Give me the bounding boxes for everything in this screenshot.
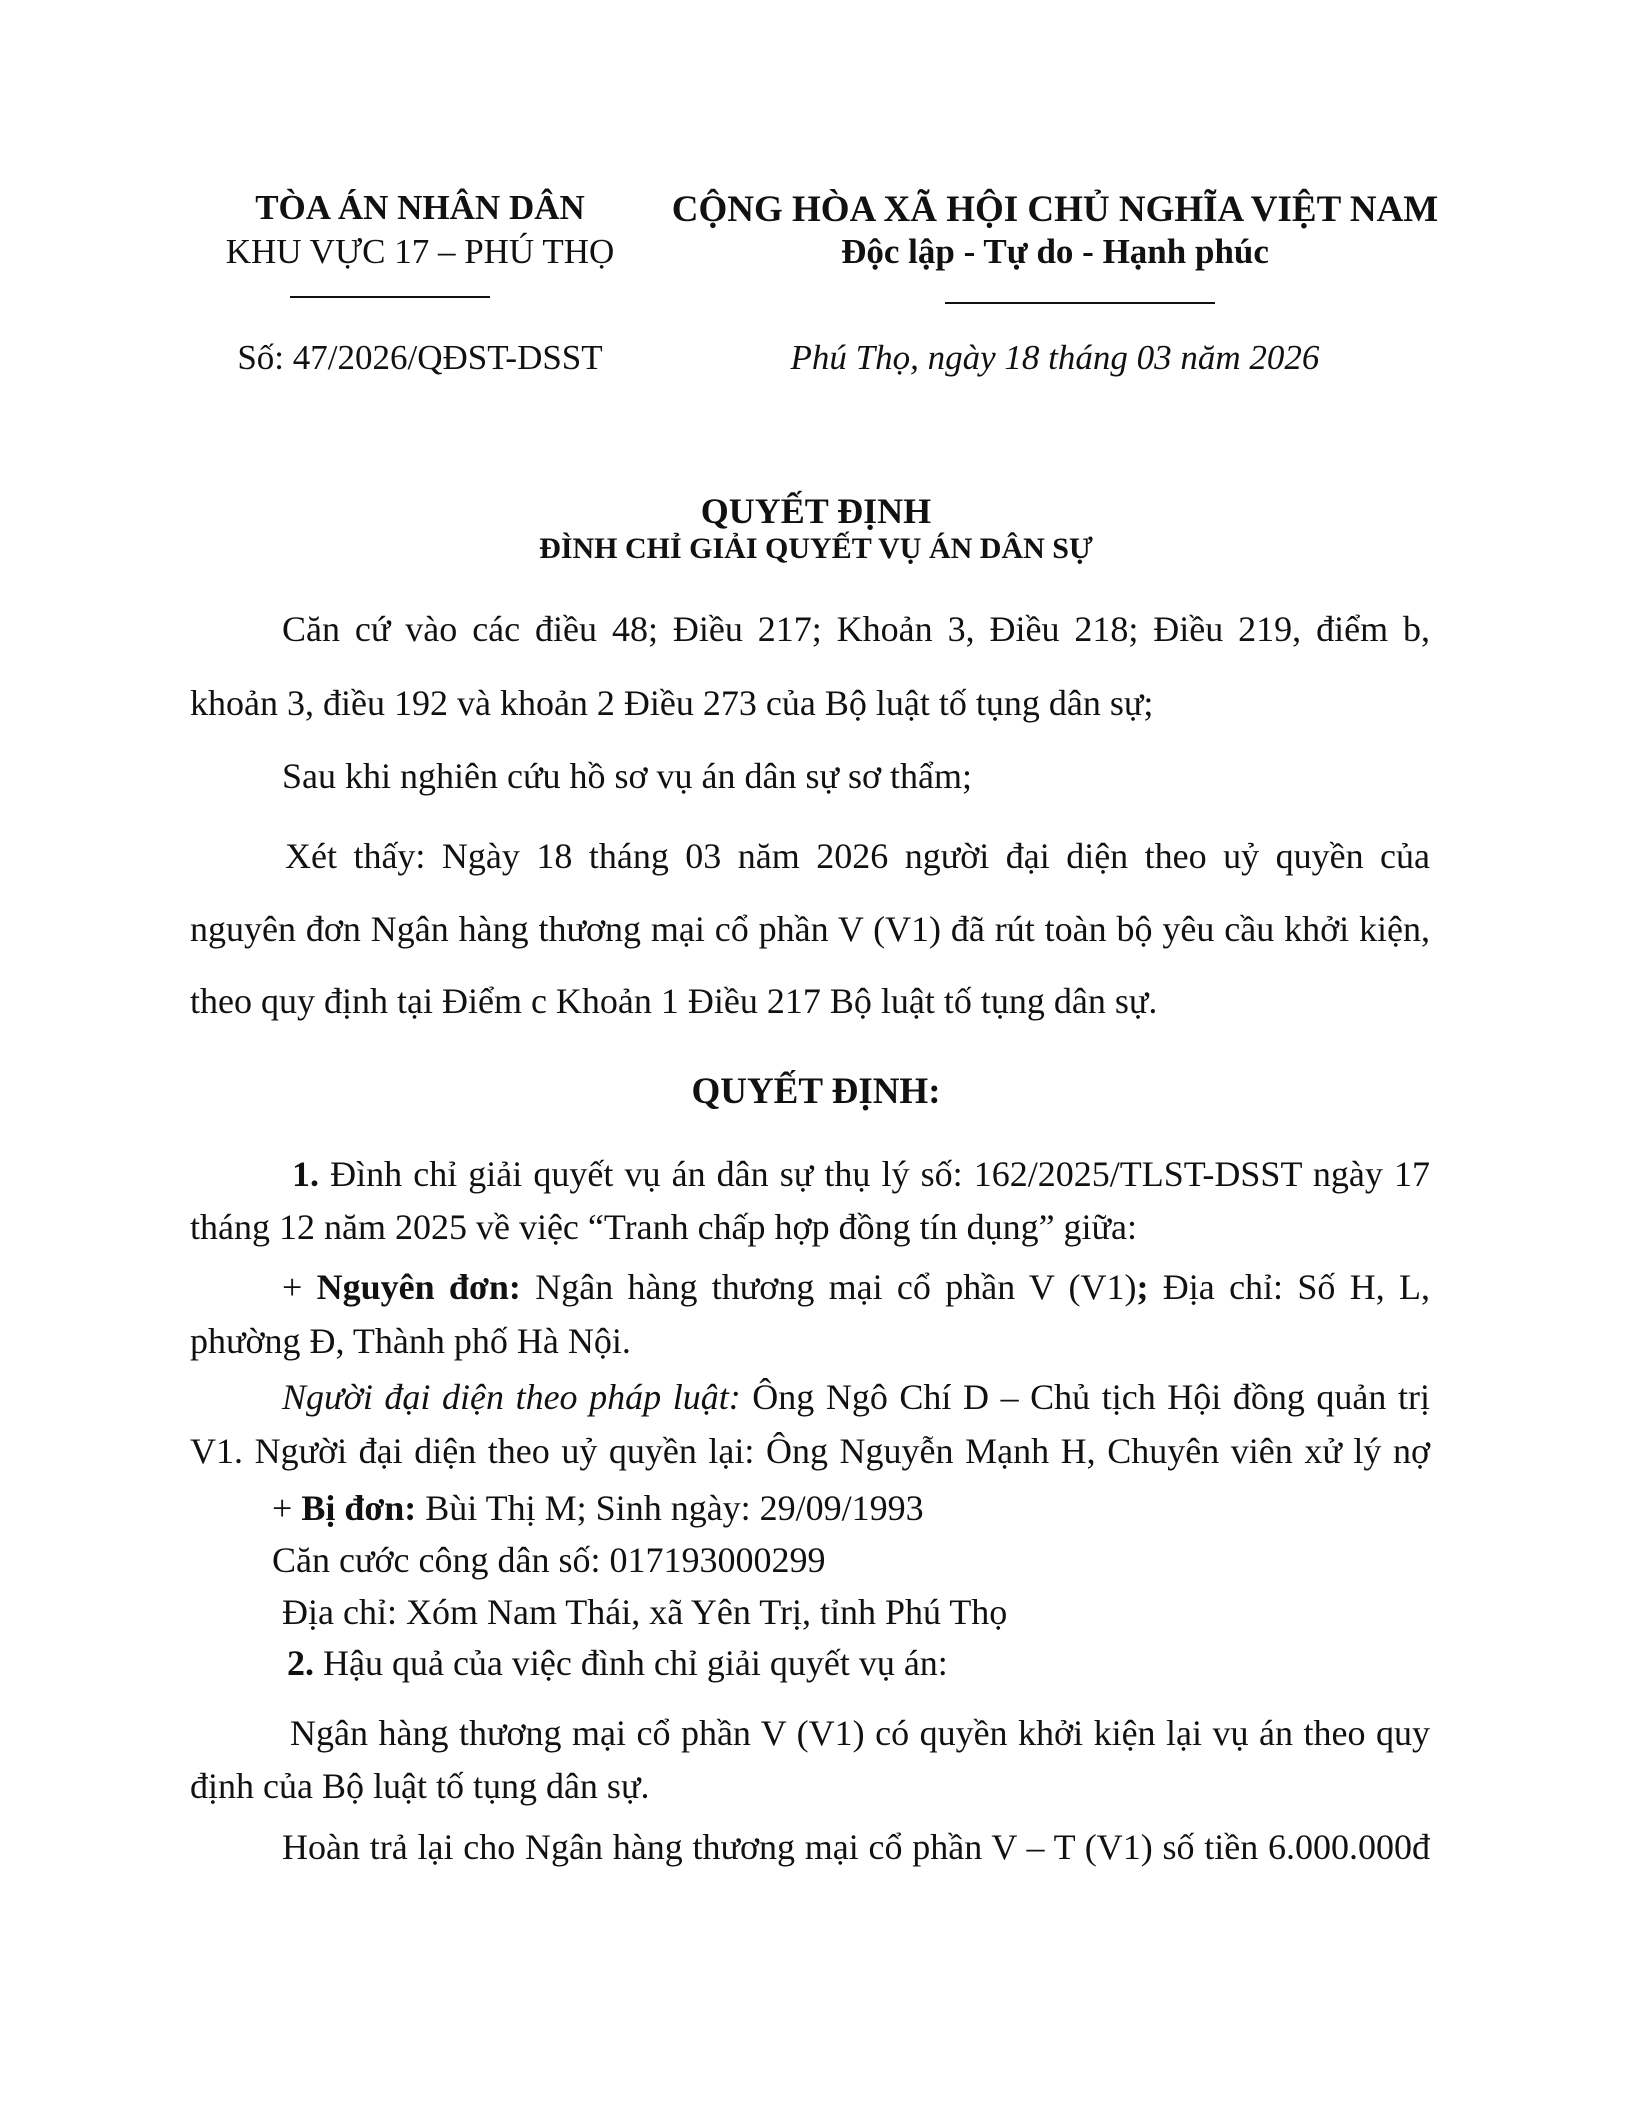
- representative-name: Ông Ngô Chí D – Chủ tịch Hội đồng quản trị: [740, 1377, 1430, 1417]
- consequence-line-1: Ngân hàng thương mại cổ phần V (V1) có quyền khởi kiện lại vụ án theo quy: [290, 1713, 1430, 1753]
- item-1-number: 1.: [292, 1154, 319, 1194]
- basis-line-2: khoản 3, điều 192 và khoản 2 Điều 273 của Bộ luật tố tụng dân sự;: [190, 683, 1154, 723]
- item-2-text: Hậu quả của việc đình chỉ giải quyết vụ án:: [314, 1643, 948, 1683]
- address-line: Địa chỉ: Xóm Nam Thái, xã Yên Trị, tỉnh Phú Thọ: [282, 1592, 1008, 1632]
- plaintiff-label: Nguyên đơn:: [316, 1267, 521, 1307]
- consequence-line-2: định của Bộ luật tố tụng dân sự.: [190, 1766, 650, 1806]
- republic-title: CỘNG HÒA XÃ HỘI CHỦ NGHĨA VIỆT NAM: [671, 189, 1439, 230]
- decision-heading: QUYẾT ĐỊNH:: [691, 1071, 941, 1112]
- representative-label: Người đại diện theo pháp luật:: [282, 1377, 741, 1417]
- item-1-line-1: [292, 1153, 1430, 1195]
- court-region: KHU VỰC 17 – PHÚ THỌ: [225, 232, 615, 271]
- item-1-line-2: tháng 12 năm 2025 về việc “Tranh chấp hợp đồng tín dụng” giữa:: [190, 1207, 1138, 1247]
- plaintiff-line-2: phường Đ, Thành phố Hà Nội.: [190, 1321, 631, 1361]
- plaintiff-address: Địa chỉ: Số H, L,: [1148, 1267, 1430, 1307]
- decision-subtitle: ĐÌNH CHỈ GIẢI QUYẾT VỤ ÁN DÂN SỰ: [539, 532, 1093, 565]
- defendant-line: [272, 1487, 1512, 1529]
- finding-line-2: nguyên đơn Ngân hàng thương mại cổ phần V (V1) đã rút toàn bộ yêu cầu khởi kiện,: [190, 909, 1430, 949]
- item-2-line: [287, 1642, 1527, 1684]
- right-header-rule: [945, 302, 1215, 304]
- court-name: TÒA ÁN NHÂN DÂN: [255, 188, 585, 227]
- representative-line-2: V1. Người đại diện theo uỷ quyền lại: Ông Nguyễn Mạnh H, Chuyên viên xử lý nợ: [190, 1431, 1430, 1471]
- defendant-label: Bị đơn:: [301, 1488, 417, 1528]
- decision-title: QUYẾT ĐỊNH: [700, 491, 932, 531]
- finding-line-3: theo quy định tại Điểm c Khoản 1 Điều 217 Bộ luật tố tụng dân sự.: [190, 981, 1158, 1021]
- place-date: Phú Thọ, ngày 18 tháng 03 năm 2026: [790, 338, 1320, 377]
- basis-line-1: Căn cứ vào các điều 48; Điều 217; Khoản 3, Điều 218; Điều 219, điểm b,: [282, 609, 1430, 649]
- plaintiff-prefix: +: [282, 1267, 317, 1307]
- document-number: Số: 47/2026/QĐST-DSST: [237, 338, 603, 377]
- left-header-rule: [290, 296, 490, 298]
- refund-line: Hoàn trả lại cho Ngân hàng thương mại cổ phần V – T (V1) số tiền 6.000.000đ: [282, 1827, 1430, 1867]
- defendant-prefix: +: [272, 1488, 302, 1528]
- plaintiff-line-1: [282, 1266, 1430, 1308]
- national-motto: Độc lập - Tự do - Hạnh phúc: [841, 232, 1269, 271]
- defendant-text: Bùi Thị M; Sinh ngày: 29/09/1993: [416, 1488, 924, 1528]
- study-line: Sau khi nghiên cứu hồ sơ vụ án dân sự sơ thẩm;: [282, 756, 973, 796]
- plaintiff-name: Ngân hàng thương mại cổ phần V (V1): [520, 1267, 1137, 1307]
- finding-line-1: Xét thấy: Ngày 18 tháng 03 năm 2026 người đại diện theo uỷ quyền của: [285, 836, 1430, 876]
- item-2-number: 2.: [287, 1643, 314, 1683]
- id-line: Căn cước công dân số: 017193000299: [272, 1540, 826, 1580]
- item-1-text: Đình chỉ giải quyết vụ án dân sự thụ lý số: 162/2025/TLST-DSST ngày 17: [319, 1154, 1430, 1194]
- plaintiff-semicolon: ;: [1136, 1267, 1149, 1307]
- representative-line-1: [282, 1376, 1430, 1418]
